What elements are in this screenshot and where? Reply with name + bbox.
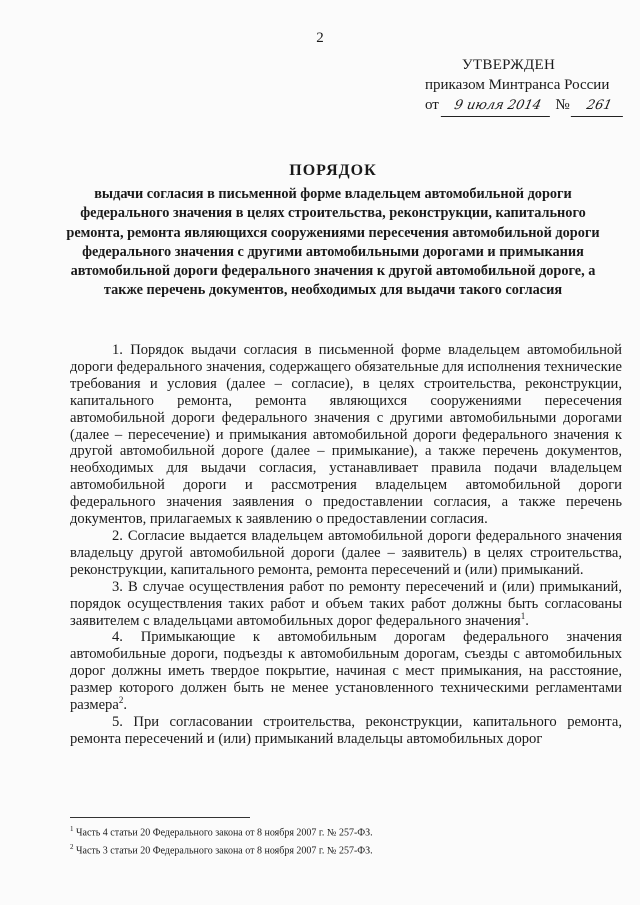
footnote-2-text: Часть 3 статьи 20 Федерального закона от 8 ноября 2007 г. № 257-ФЗ. [76, 845, 373, 857]
footnote-1-text: Часть 4 статьи 20 Федерального закона от 8 ноября 2007 г. № 257-ФЗ. [76, 827, 373, 839]
document-title-block [58, 162, 608, 301]
paragraph-5: 5. При согласовании строительства, реконструкции, капитального ремонта, ремонта пересечений и (или) примыканий владельцы автомобильных дорог [70, 713, 622, 747]
approval-order-line: приказом Минтранса России [425, 77, 610, 93]
paragraph-2: 2. Согласие выдается владельцем автомобильной дороги федерального значения владельцу другой автомобильной дороги (далее – заявитель) в целях строительства, реконструкции, капитального ремонта, ремонта пересечений и (или) примыканий. [70, 527, 622, 578]
document-subtitle: выдачи согласия в письменной форме владельцем автомобильной дороги федерального значения в целях строительства, реконструкции, капитального ремонта, ремонта являющихся сооружениями пересечения автомобильной дороги федерального значения с другими автомобильными дорогами и примыкания автомобильной дороги федерального значения к другой автомобильной дороге, а также перечень документов, необходимых для выдачи такого согласия [66, 186, 600, 299]
document-title: ПОРЯДОК [289, 162, 377, 179]
document-body [70, 342, 622, 748]
page-number: 2 [316, 30, 324, 46]
paragraph-4-end: . [123, 697, 127, 714]
approval-block [425, 55, 625, 117]
number-label: № [555, 97, 570, 113]
paragraph-3-end: . [525, 612, 529, 629]
footnote-ref-2: 2 [118, 695, 124, 706]
paragraph-4 [70, 629, 622, 714]
approval-heading: УТВЕРЖДЕН [462, 57, 556, 73]
footnotes [70, 822, 610, 859]
footnote-1 [70, 822, 610, 840]
handwritten-number: 261 [571, 96, 627, 117]
from-label: от [425, 97, 439, 113]
footnote-1-marker: 1 [70, 825, 74, 833]
paragraph-4-text: 4. Примыкающие к автомобильным дорогам федерального значения автомобильные дороги, подъезды к автомобильным дорогам, съезды с автомобильных дорог должны иметь твердое покрытие, начиная с мест примыкания, на расстояние, размер которого должен быть не менее установленного техническими регламентами размера [70, 629, 622, 714]
paragraph-1: 1. Порядок выдачи согласия в письменной форме владельцем автомобильной дороги федерального значения, содержащего обязательные для исполнения технические требования и условия (далее – согласие), в целях строительства, реконструкции, капитального ремонта, ремонта являющихся сооружениями пересечения автомобильной дороги федерального значения с другими автомобильными дорогами (далее – пересечение) и примыкания автомобильной дороги федерального значения к другой автомобильной дороге (далее – примыкание), а также перечень документов, необходимых для выдачи согласия, устанавливает правила подачи владельцем автомобильной дороги и рассмотрения владельцем автомобильной дороги федерального значения заявления о предоставлении согласия, а также перечень документов, прилагаемых к заявлению о предоставлении согласия. [70, 342, 622, 528]
approval-date-line [425, 95, 625, 117]
footnote-divider [70, 817, 250, 818]
footnote-2 [70, 840, 610, 858]
footnote-2-marker: 2 [70, 843, 74, 852]
paragraph-3-text: 3. В случае осуществления работ по ремонту пересечений и (или) примыканий, порядок осуществления таких работ и объем таких работ должны быть согласованы заявителем с владельцами автомобильных дорог федерального значения [70, 578, 622, 629]
handwritten-date: 9 июля 2014 [440, 96, 553, 117]
paragraph-3 [70, 579, 622, 630]
footnote-ref-1: 1 [520, 610, 526, 621]
